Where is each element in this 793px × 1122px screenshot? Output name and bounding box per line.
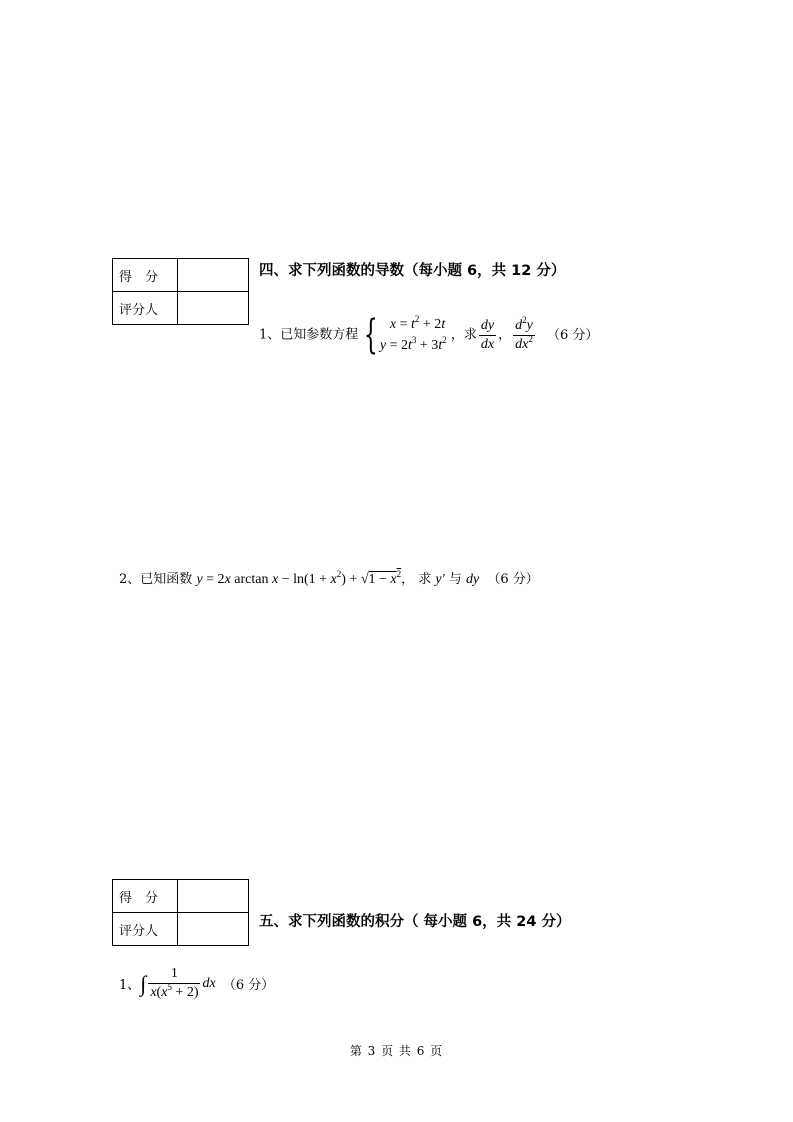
score-value-cell[interactable] [178, 259, 249, 292]
param-eq-y: $y = 2t^3 + 3t^2$ [379, 335, 447, 353]
page-footer: 第 3 页 共 6 页 [349, 1044, 444, 1058]
problem-4-1 [259, 314, 598, 356]
section-4-heading: 四、求下列函数的导数（每小题 6，共 12 分） [259, 263, 566, 279]
function-expression: y = 2x $\arctan x - \ln(1 + x^2) + √1 - x^2$ [196, 569, 402, 587]
grader-value-cell[interactable] [178, 292, 249, 325]
problem-number: 1、 [119, 978, 141, 993]
param-eq-x: $x = t^2 + 2t$ [389, 314, 446, 332]
score-label: 得 分 [113, 880, 178, 913]
grader-label: 评分人 [113, 913, 178, 946]
points: （6 分） [546, 327, 599, 343]
points: （6 分） [222, 978, 275, 993]
section-5-heading: 五、求下列函数的积分（ 每小题 6，共 24 分） [259, 914, 571, 930]
parametric-system [362, 314, 446, 356]
grader-value-cell[interactable] [178, 913, 249, 946]
d2y-dx2-fraction: $\frac{d^2y}{dx^2}$ [515, 314, 533, 352]
problem-4-2 [119, 568, 539, 588]
problem-prefix: 已知参数方程 [280, 327, 359, 343]
grader-label: 评分人 [113, 292, 178, 325]
y-prime: y′ [435, 572, 445, 587]
problem-number: 2、 [119, 572, 141, 587]
integral-expression: ∫ $\frac{1}{x(x^5 + 2)}$ dx [140, 966, 216, 1000]
score-value-cell[interactable] [178, 880, 249, 913]
score-label: 得 分 [113, 259, 178, 292]
connector: 与 [448, 572, 462, 587]
problem-5-1 [119, 966, 274, 1001]
left-brace: { [364, 312, 379, 358]
separator: ， [498, 327, 512, 343]
score-table [112, 258, 249, 325]
dy: dy [466, 572, 480, 587]
dy-dx-fraction: $\frac{dy}{dx}$ [480, 317, 495, 352]
problem-number: 1、 [259, 327, 281, 343]
ask-text: ， 求 [401, 572, 432, 587]
points: （6 分） [487, 572, 539, 587]
score-table [112, 879, 249, 946]
ask-text: ，求 [450, 327, 477, 343]
problem-prefix: 已知函数 [140, 572, 193, 587]
